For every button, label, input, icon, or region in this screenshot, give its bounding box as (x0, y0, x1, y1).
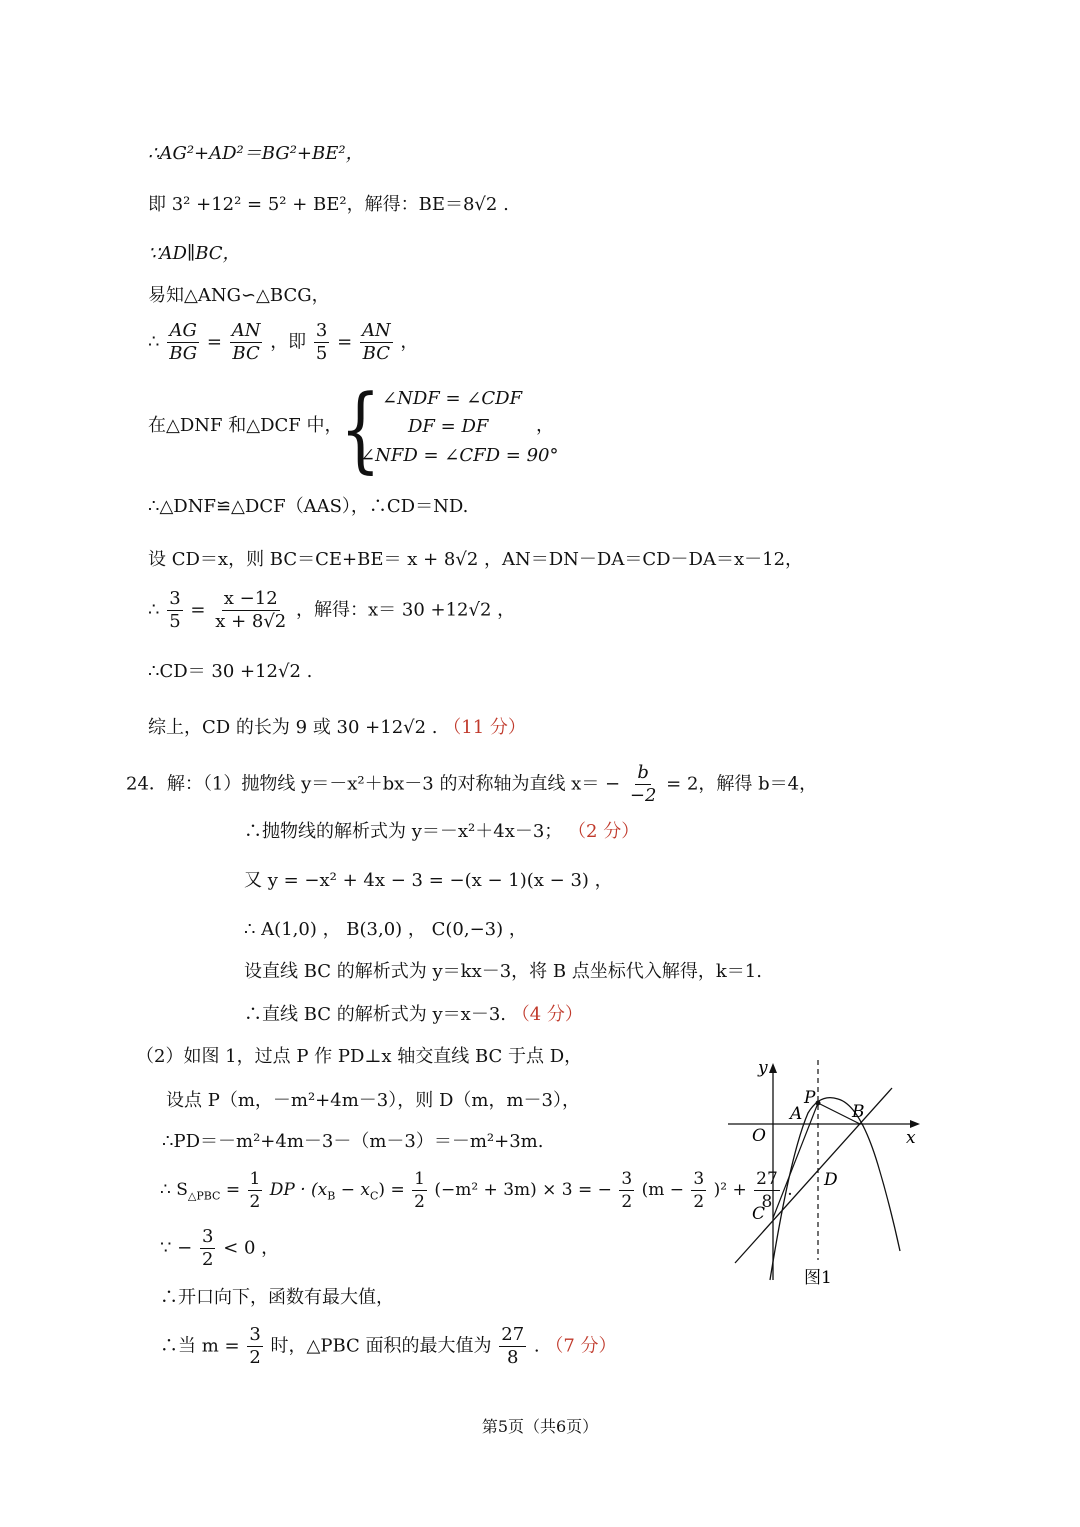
fraction (167, 588, 182, 633)
line-7 (148, 493, 468, 521)
subscript: C (369, 1189, 379, 1203)
text: ， (536, 415, 554, 436)
line-8 (148, 546, 803, 574)
fraction (499, 1324, 526, 1369)
subscript: B (327, 1189, 336, 1203)
line-15 (244, 916, 527, 944)
line-20 (162, 1128, 543, 1156)
denominator: 8 (761, 1192, 773, 1212)
line-23 (160, 1284, 394, 1312)
numerator: 3 (169, 588, 181, 609)
figure-1 (720, 1055, 940, 1295)
text: . (787, 1180, 793, 1200)
text: . (533, 1335, 540, 1357)
text: 24．解：（1）抛物线 y＝－x²＋bx－3 的对称轴为直线 x＝ − (126, 773, 621, 795)
line-1 (148, 140, 364, 168)
therefore-symbol: ∴ (148, 331, 160, 353)
text: 综上，CD 的长为 9 或 30 +12√2 . (148, 717, 438, 738)
line-10 (148, 658, 312, 686)
text: ∴直线 BC 的解析式为 y＝x－3. (244, 1004, 506, 1025)
text: ∴AG²+AD²＝BG²+BE²， (148, 143, 364, 164)
label-o: O (752, 1126, 766, 1146)
label-d: D (824, 1170, 838, 1190)
y-axis-arrow (769, 1063, 777, 1073)
figure-caption: 图1 (804, 1268, 832, 1288)
label-p: P (804, 1088, 816, 1108)
fraction (247, 1324, 262, 1369)
line-19 (166, 1087, 580, 1115)
fraction (360, 320, 393, 365)
text: ∵AD∥BC， (148, 243, 241, 264)
numerator: AG (169, 320, 197, 341)
line-5 (148, 320, 418, 365)
denominator: 2 (414, 1192, 425, 1212)
text: )² + (713, 1180, 747, 1200)
line-24 (160, 1324, 617, 1369)
score-badge: （11 分） (443, 717, 526, 738)
line-11 (148, 714, 526, 742)
fraction (619, 1168, 634, 1213)
text: DP · (x (269, 1180, 328, 1200)
text: ，解得：x＝ 30 +12√2 ， (296, 599, 516, 621)
text: − x (335, 1180, 370, 1200)
numerator: 3 (202, 1226, 214, 1247)
system-row-3: ∠NFD = ∠CFD = 90° (360, 445, 559, 466)
numerator: AN (361, 320, 391, 341)
text: ∴△DNF≌△DCF（AAS），∴CD＝ND. (148, 496, 469, 517)
system-row-2: DF = DF (408, 416, 489, 437)
line-12 (126, 762, 817, 807)
denominator: 5 (315, 343, 328, 364)
numerator: 3 (315, 320, 328, 341)
text: (−m² + 3m) × 3 = − (434, 1180, 612, 1200)
denominator: 2 (202, 1249, 214, 1270)
fraction (412, 1168, 427, 1213)
text: ∴抛物线的解析式为 y＝－x²＋4x－3； (244, 821, 563, 842)
fraction (248, 1168, 263, 1213)
x-axis-arrow (910, 1120, 920, 1128)
denominator: −2 (629, 785, 657, 806)
score-badge: （4 分） (511, 1004, 583, 1025)
line-22 (160, 1226, 279, 1271)
line-18 (136, 1043, 582, 1071)
therefore-symbol: ∴ (148, 599, 160, 621)
text: 设 CD＝x，则 BC＝CE+BE＝ x + 8√2 ，AN＝DN－DA＝CD－DA＝x－12， (148, 549, 804, 570)
point-p (816, 1101, 821, 1106)
subscript: △PBC (187, 1189, 221, 1203)
denominator: 2 (249, 1347, 261, 1368)
line-13 (244, 818, 639, 846)
numerator: 3 (249, 1324, 261, 1345)
numerator: b (637, 762, 649, 783)
denominator: BG (169, 343, 198, 364)
numerator: 1 (414, 1169, 425, 1189)
numerator: 3 (693, 1169, 705, 1189)
score-badge: （7 分） (545, 1335, 617, 1357)
denominator: 2 (693, 1192, 705, 1212)
numerator: 1 (249, 1169, 261, 1189)
denominator: 8 (506, 1347, 519, 1368)
text: ∴当 m = (160, 1335, 240, 1357)
fraction (200, 1226, 215, 1271)
numerator: x −12 (223, 588, 278, 609)
score-badge: （2 分） (568, 821, 640, 842)
text: = (220, 1180, 246, 1200)
denominator: x + 8√2 (215, 611, 287, 632)
denominator: 2 (621, 1192, 633, 1212)
left-brace: { (340, 376, 381, 485)
text: 设点 P（m，－m²+4m－3），则 D（m，m－3）， (166, 1090, 580, 1111)
line-2 (148, 191, 509, 219)
label-x: x (906, 1128, 916, 1148)
equals: = (206, 331, 222, 353)
label-y: y (758, 1058, 768, 1078)
text: 易知△ANG∽△BCG， (148, 285, 330, 306)
system-end (536, 412, 554, 440)
page-footer: 第5页（共6页） (481, 1417, 599, 1436)
fraction (213, 588, 288, 633)
system-row-1: ∠NDF = ∠CDF (382, 388, 523, 409)
fraction (628, 762, 659, 807)
text: ∴PD＝－m²+4m－3－（m－3）＝－m²+3m. (162, 1131, 544, 1152)
text: 又 y = −x² + 4x − 3 = −(x − 1)(x − 3) ， (244, 870, 613, 891)
text: = 2，解得 b＝4， (666, 773, 818, 795)
label-b: B (852, 1102, 865, 1122)
numerator: 3 (621, 1169, 633, 1189)
text: < 0 ， (223, 1237, 280, 1259)
numerator: 27 (756, 1169, 778, 1189)
text: 即 3² +12² = 5² + BE²，解得：BE＝8√2 . (148, 194, 509, 215)
text: (m − (641, 1180, 684, 1200)
text: ∴开口向下，函数有最大值， (160, 1287, 394, 1308)
text: ∵ − (160, 1237, 193, 1259)
text: ) = (378, 1180, 411, 1200)
denominator: BC (232, 343, 260, 364)
text: ∴CD＝ 30 +12√2 . (148, 661, 313, 682)
line-21 (160, 1168, 793, 1213)
text: （2）如图 1，过点 P 作 PD⊥x 轴交直线 BC 于点 D， (136, 1046, 583, 1067)
line-9 (148, 588, 515, 633)
fraction (314, 320, 329, 365)
text: ，即 (270, 331, 307, 353)
line-14 (244, 867, 613, 895)
line-3 (148, 240, 241, 268)
text: 在△DNF 和△DCF 中， (148, 415, 343, 436)
text: 时，△PBC 面积的最大值为 (270, 1335, 492, 1357)
line-17 (244, 1001, 583, 1029)
denominator: BC (362, 343, 390, 364)
equals: = (337, 331, 353, 353)
numerator: 27 (501, 1324, 525, 1345)
fraction (691, 1168, 706, 1213)
denominator: 5 (169, 611, 181, 632)
line-4 (148, 282, 330, 310)
text: 设直线 BC 的解析式为 y＝kx－3，将 B 点坐标代入解得，k＝1. (244, 961, 762, 982)
line-16 (244, 958, 762, 986)
equals: = (190, 599, 206, 621)
text: ∴ S (160, 1180, 188, 1200)
fraction (167, 320, 199, 365)
text: ， (400, 331, 419, 353)
label-c: C (752, 1204, 766, 1224)
numerator: AN (231, 320, 261, 341)
text: ∴ A(1,0) ， B(3,0) ， C(0,−3) ， (244, 919, 527, 940)
fraction (230, 320, 263, 365)
line-6-label (148, 412, 343, 440)
denominator: 2 (249, 1192, 261, 1212)
label-a: A (790, 1104, 803, 1124)
